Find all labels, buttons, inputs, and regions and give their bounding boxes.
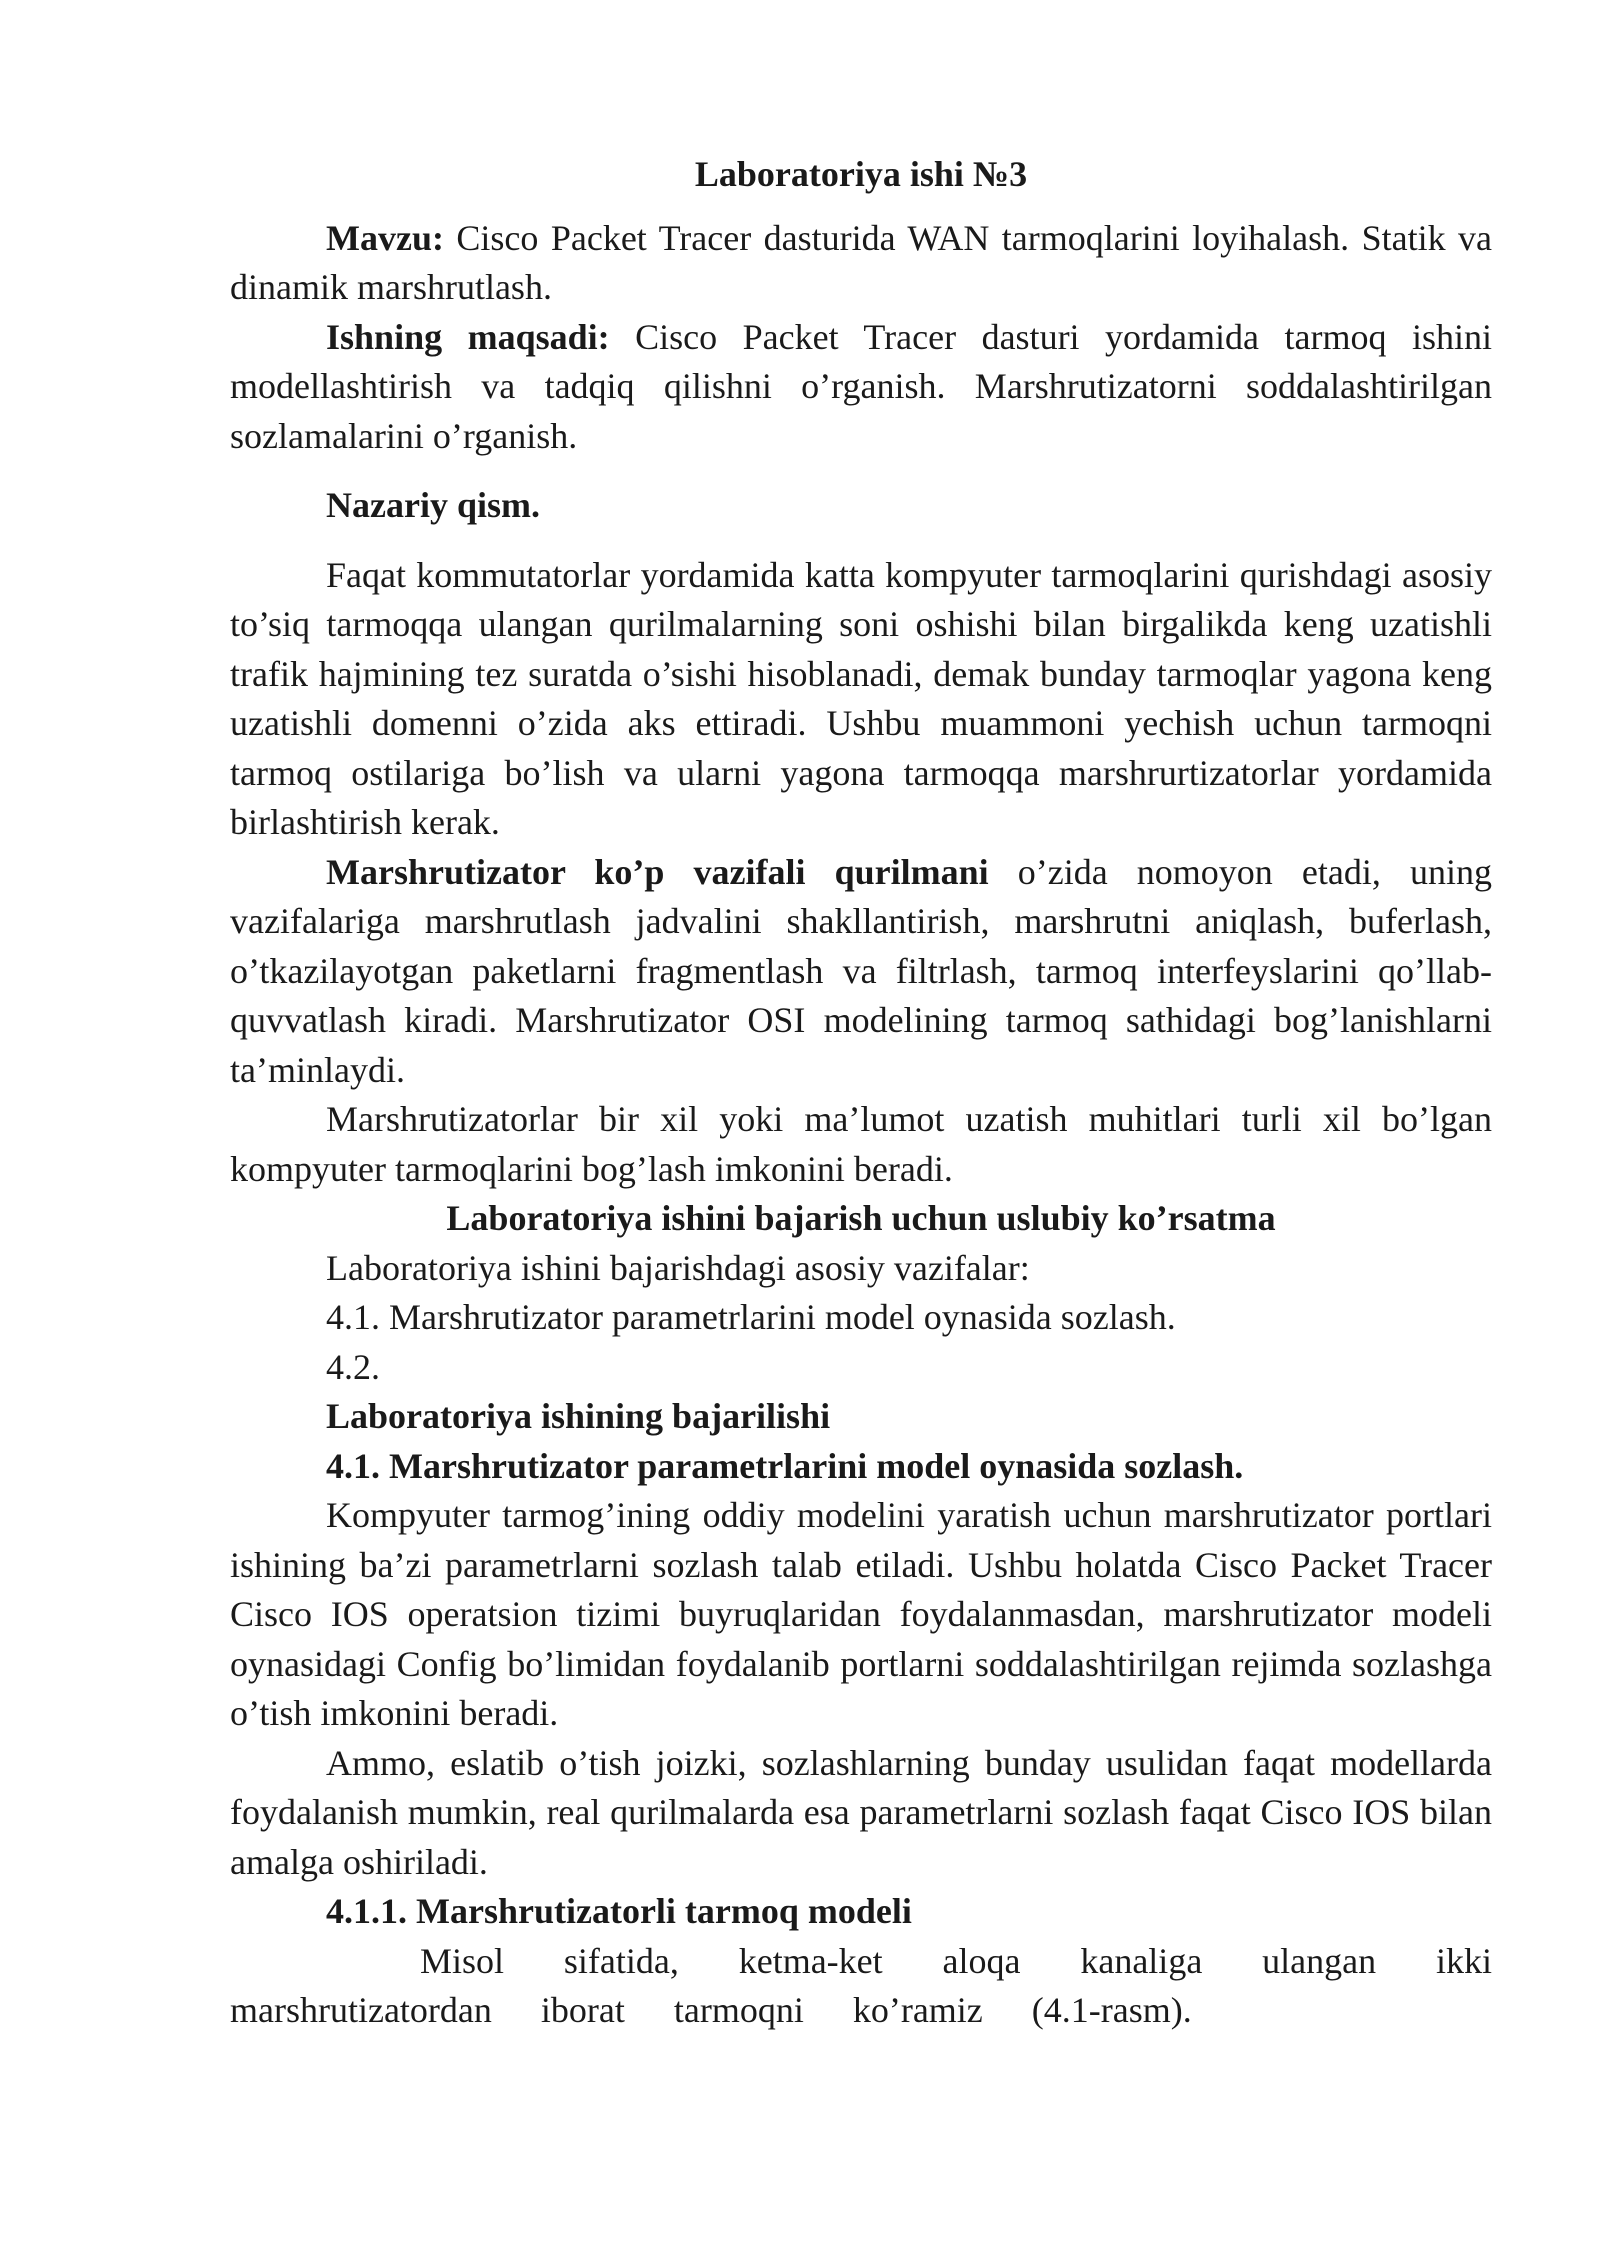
theory-paragraph-1: Faqat kommutatorlar yordamida katta kompyuter tarmoqlarini qurishdagi asosiy to’siq tarmoqqa ulangan qurilmalarning soni oshishi bilan birgalikda keng uzatishli trafik hajmining tez suratda o’sishi hisoblanadi, demak bunday tarmoqlar yagona keng uzatishli domenni o’zida aks ettiradi. Ushbu muammoni yechish uchun tarmoqni tarmoq ostilariga bo’lish va ularni yagona tarmoqqa marshrurtizatorlar yordamida birlashtirish kerak. bbox=[230, 554, 1492, 842]
theory-paragraph-2-text: o’zida nomoyon etadi, uning vazifalariga marshrutlash jadvalini shakllantirish, marshrutni aniqlash, buferlash, o’tkazilayotgan paketlarni fragmentlash va filtrlash, tarmoq interfeyslarini qo’llab-quvvatlash kiradi. Marshrutizator OSI modelining tarmoq sathidagi bog’lanishlarni ta’minlaydi. bbox=[230, 851, 1492, 1090]
topic-paragraph bbox=[230, 214, 1492, 313]
theory-paragraph-2-bold: Marshrutizator ko’p vazifali qurilmani bbox=[326, 851, 989, 892]
section-4-1-paragraph-2: Ammo, eslatib o’tish joizki, sozlashlarning bunday usulidan faqat modellarda foydalanish mumkin, real qurilmalarda esa parametrlarni sozlash faqat Cisco IOS bilan amalga oshiriladi. bbox=[230, 1742, 1492, 1882]
theory-paragraph-3: Marshrutizatorlar bir xil yoki ma’lumot uzatish muhitlari turli xil bo’lgan kompyuter tarmoqlarini bog’lash imkonini beradi. bbox=[230, 1099, 1492, 1189]
section-4-1-paragraph-1: Kompyuter tarmog’ining oddiy modelini yaratish uchun marshrutizator portlari ishining ba’zi parametrlarni sozlash talab etiladi. Ushbu holatda Cisco Packet Tracer Cisco IOS operatsion tizimi buyruqlaridan foydalanmasdan, marshrutizator modeli oynasidagi Config bo’limidan foydalanib portlarni soddalashtirilgan rejimda sozlashga o’tish imkonini beradi. bbox=[230, 1495, 1492, 1733]
section-4-1-1-heading: 4.1.1. Marshrutizatorli tarmoq modeli bbox=[326, 1891, 912, 1931]
goal-paragraph bbox=[230, 313, 1492, 462]
document-page bbox=[230, 150, 1492, 2036]
goal-label: Ishning maqsadi: bbox=[326, 316, 610, 357]
goal-text: Cisco Packet Tracer dasturi yordamida tarmoq ishini modellashtirish va tadqiq qilishni o’rganish. Marshrutizatorni soddalashtirilgan sozlamalarini o’rganish. bbox=[230, 316, 1492, 456]
task-item-2: 4.2. bbox=[326, 1346, 380, 1387]
task-item-1: 4.1. Marshrutizator parametrlarini model oynasida sozlash. bbox=[326, 1297, 1176, 1337]
document-title: Laboratoriya ishi №3 bbox=[694, 154, 1028, 194]
topic-label: Mavzu: bbox=[326, 217, 444, 258]
section-4-1-1-paragraph-1: Misol sifatida, ketma-ket aloqa kanaliga ulangan ikki marshrutizatordan iborat tarmoqni ko’ramiz (4.1-rasm). bbox=[230, 1940, 1492, 2030]
section-4-1-heading: 4.1. Marshrutizator parametrlarini model oynasida sozlash. bbox=[326, 1445, 1244, 1486]
theory-paragraph-2 bbox=[230, 848, 1492, 1096]
topic-text: Cisco Packet Tracer dasturida WAN tarmoqlarini loyihalash. Statik va dinamik marshrutlash. bbox=[230, 217, 1492, 307]
execution-heading: Laboratoriya ishining bajarilishi bbox=[326, 1396, 831, 1436]
theory-heading: Nazariy qism. bbox=[326, 485, 540, 525]
method-heading: Laboratoriya ishini bajarish uchun uslubiy ko’rsatma bbox=[446, 1198, 1276, 1238]
tasks-intro: Laboratoriya ishini bajarishdagi asosiy vazifalar: bbox=[326, 1247, 1030, 1288]
